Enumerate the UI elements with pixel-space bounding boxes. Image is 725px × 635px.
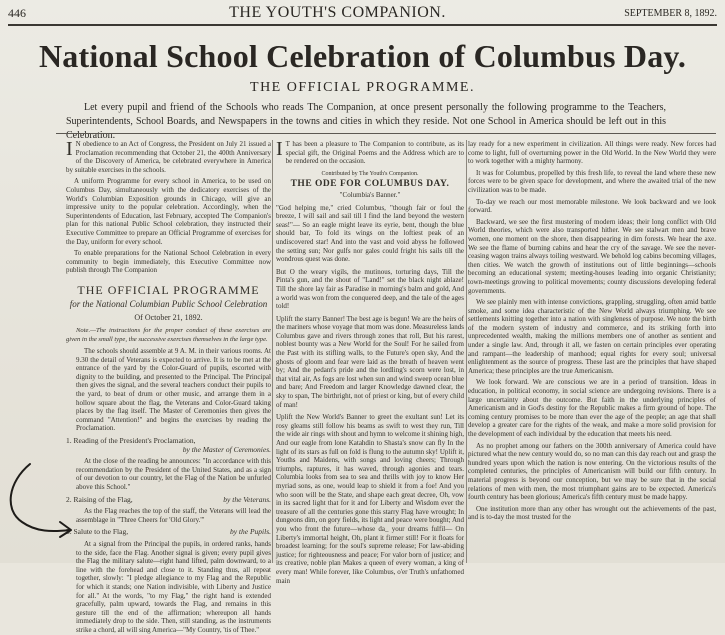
- header-rule: [8, 24, 717, 26]
- section-text: At a signal from the Principal the pupils, in ordered ranks, hands to the side, face the Flag. Another signal is given; every pupil gives the Flag the military salute—right hand lifted, palm downward, to a line with the forehead and close to it. Standing thus, all repeat together, slowly: "I pledge allegiance to my Flag and the Republic for which it stands; one Nation indivisible, with Liberty and Justice for all." At the words, "to my Flag," the right hand is extended gracefully, palm upward, towards the Flag, and remains in this gesture till the end of the affirmation; whereupon all hands immediately drop to the side. Then, still standing, as the instruments strike a chord, all will sing America—"My Country, 'tis of Thee.": [76, 539, 271, 634]
- page-number: 446: [8, 5, 26, 20]
- col3-paragraph: We see plainly men with intense convictions, grappling, struggling, often amid battle smoke, and some idea characteristic of the New World always triumphing. We see settlements knitting together into a nation with singleness of purpose. We note the birth of the modern system of industry and commerce, and its striking forth into unprecedented wealth, making the millions members one of another as sentient and under a single law. And, through it all, we fasten on certain principles ever operating and rampant—the leadership of manhood; equal rights for every soul; universal enlightenment as the source of progress. These last are the principles that have shaped America; these principles are the true Americanism.: [468, 298, 716, 375]
- col3-paragraph: As no prophet among our fathers on the 300th anniversary of America could have pictured what the new century would do, so no man can this day reach out and grasp the hundred years upon which the nation is now entering. On the victorious results of the completed centuries, the principles of Americanism will build our fifth century. In material progress is beyond our conception, but we may be sure that in the social relations of men with men, the most triumphant gains are to be expected. America's fourth century has been glorious; America's fifth century must be made happy.: [468, 441, 716, 502]
- programme-subheading: for the National Columbian Public School Celebration: [69, 298, 268, 309]
- running-head: [8, 2, 717, 24]
- intro-rule: [56, 133, 716, 134]
- section-text: At the close of the reading he announces: "In accordance with this recommendation by the President of the United States, and as a sign of our devotion to our country, let the Flag of the Nation be unfurled above this School.": [76, 457, 271, 491]
- newspaper-name: THE YOUTH'S COMPANION.: [229, 4, 446, 21]
- section-byline: by the Pupils.: [229, 527, 271, 537]
- section-title: 1. Reading of the President's Proclamation,: [66, 436, 196, 446]
- annotation-arrow-icon: [0, 460, 90, 563]
- ode-stanza: Uplift the New World's Banner to greet the exultant sun! Let its rosy gleams still follow his beams as swift to west they run, Till the wide air rings with shout and hymn to welcome it shining high, And our eagle from lone Katahdin to Shasta's snow can fly In the light of its stars as full on fold is flung to the autumn sky! Uplift it, Youths and Maidens, with songs and loving cheers; Through triumphs, raptures, it has waved, through agonies and tears. Columbia looks from sea to sea and thrills with joy to know Her myriad sons, as one, would leap to shield it from a foe! And you who soon will be the State, and shape each great decree, Oh, vow in its sacred light that for it and for Liberty and Wisdom ever the treasure of all the centuries gone this starry Flag have wrought; In dungeons dim, on gory fields, its light and peace were bought; And you who front the future—whose da_ your dreams fulfil— On Liberty's immortal height, Oh, plant it firmer still! For it floats for broadest learning; for the soul's supreme release; For law-abiding justice; for righteousness and peace; For valor born of justice; and its creative, noble plan Makes a queen of every woman, a king of every man! While forever, like Columbus, o'er Truth's unfathomed main: [276, 413, 464, 585]
- ode-stanza: Uplift the starry Banner! The best age is begun! We are the heirs of the mariners whose voyage that morn was done. Measureless lands Columbus gave and rivers through zones that roll, But his rarest, noblest bounty was a New World for the Soul! For he sailed from the Past with its stifling walls, to the Future's open sky, And the ghosts of gloom and fear were laid as the breath of heaven went by; And the pedant's pride and the lordling's scorn were lost, in that vital air, As fogs are lost when sun and wind sweep ocean blue and bare; And Freedom and larger Knowledge dawned clear, the sky to span, The birthright, not of priest or king, but of every child of man!: [276, 314, 464, 409]
- col2-paragraph: [276, 140, 464, 166]
- col2-p1-text: T has been a pleasure to The Companion to contribute, as its special gift, the Original Poems and the Address which are to be rendered on the occasion.: [285, 140, 464, 166]
- ode-title: THE ODE FOR COLUMBUS DAY.: [290, 179, 450, 190]
- col3-paragraph: We look forward. We are conscious we are in a period of transition. Ideas in education, in political economy, in social science are undergoing revisions. There is a large uncertainty about the outcome. But faith in the underlying principles of Americanism and in God's destiny for the Republic makes a firm ground of hope. The coming century promises to be more than ever the age of the people; an age that shall develop a greater care for the rights of the weak, and make a more solid provision for the development of each individual by the education that meets his need.: [468, 378, 716, 438]
- page-subtitle: THE OFFICIAL PROGRAMME.: [250, 80, 475, 95]
- ode-subtitle: "Columbia's Banner.": [339, 190, 401, 199]
- column-rule: [466, 140, 467, 563]
- col3-paragraph: It was for Columbus, propelled by this fresh life, to reveal the land where these new forces were to be given space for development, and where the awaited trial of the new civilization was to be made.: [468, 168, 716, 194]
- drop-cap: I: [276, 138, 283, 160]
- col3-paragraph: One institution more than any other has wrought out the achievements of the past, and is to-day the most trusted for the: [468, 504, 716, 522]
- col1-paragraph: A uniform Programme for every school in America, to be used on Columbus Day, simultaneously with the dedicatory exercises of the World's Columbian Exposition grounds in Chicago, will give an impressive unity to the popular celebration. Accordingly, when the Superintendents of Education, last February, accepted The Companion's plan for this national Public School celebration, they instructed their Executive Committee to prepare an Official Programme of exercises for the Day, uniform for every school.: [66, 177, 271, 246]
- drop-cap: I: [66, 138, 73, 160]
- section-title: 3. Salute to the Flag,: [66, 527, 129, 537]
- ode-stanza: But O the weary vigils, the mutinous, torturing days, Till the Pinta's gun, and the shout of "Land!" set the black night ablaze! Till the shore lay fair as Paradise in morning's balm and gold, And a world was won from the conquered deep, and the tale of the ages told!: [276, 267, 464, 311]
- section-byline: by the Veterans.: [223, 494, 271, 504]
- section-text: As the Flag reaches the top of the staff, the Veterans will lead the assemblage in "Three Cheers for 'Old Glory.'": [76, 507, 271, 524]
- col1-paragraph: To enable preparations for the National School Celebration in every community to begin immediately, this Executive Committee now publish through The Companion: [66, 249, 271, 275]
- section-heading: [66, 496, 271, 505]
- col3-paragraph: lay ready for a new experiment in civilization. All things were ready. New forces had come to light, full of overturning power in the Old World. In the New World they were to work together with a mighty harmony.: [468, 140, 716, 166]
- contributed-line: Contributed by The Youth's Companion.: [321, 170, 419, 177]
- section-heading: [66, 528, 271, 537]
- programme-date: Of October 21, 1892.: [134, 312, 203, 322]
- column-2: [276, 138, 464, 585]
- programme-heading: THE OFFICIAL PROGRAMME: [77, 282, 260, 297]
- col1-paragraph: [66, 140, 271, 174]
- column-1: [66, 138, 271, 634]
- col1-paragraph: The schools should assemble at 9 A. M. in their various rooms. At 9.30 the detail of Veterans is expected to arrive. It is to be met at the entrance of the yard by the Color-Guard of pupils, escorted with dignity to the building, and presented to the Principal. The Principal then gives the signal, and the several teachers conduct their pupils to the yard, to beat of drum or other music, and arrange them in a hollow square about the flag, the Veterans and Color-Guard taking places by the flag itself. The Master of Ceremonies then gives the command "Attention!" and begins the exercises by reading the Proclamation.: [76, 347, 271, 433]
- col1-p1-text: N obedience to an Act of Congress, the President on July 21 issued a Proclamation recommending that October 21, the 400th Anniversary of the Discovery of America, be celebrated everywhere in America by suitable exercises in the schools.: [66, 140, 271, 174]
- issue-date: SEPTEMBER 8, 1892.: [624, 7, 717, 19]
- page-title: National School Celebration of Columbus Day.: [38, 38, 687, 74]
- programme-note: Note.—The instructions for the proper conduct of these exercises are given in the small type, the successive exercises themselves in the large type.: [66, 326, 271, 343]
- col3-paragraph: To-day we reach our most memorable milestone. We look backward and we look forward.: [468, 197, 716, 215]
- intro-paragraph: Let every pupil and friend of the Schools who reads The Companion, at once present personally the following programme to the Teachers, Superintendents, School Boards, and Newspapers in the towns and cities in which they reside. Not one School in America should be left out in this Celebration.: [66, 102, 666, 141]
- section-title: 2. Raising of the Flag,: [66, 494, 133, 504]
- section-heading: [66, 437, 271, 454]
- column-3: [468, 140, 716, 563]
- section-byline: by the Master of Ceremonies.: [182, 444, 271, 454]
- column-rule: [272, 140, 273, 563]
- ode-stanza: "God helping me," cried Columbus, "though fair or foul the breeze, I will sail and sail till I find the land beyond the western seas!"— So an eagle might leave its eyrie, bent, though the blue should bar, To fold its wings on the loftiest peak of an undiscovered star! And into the vast and void abyss he followed the setting sun; Nor gulfs nor gales could fright his sails till the wondrous quest was done.: [276, 203, 464, 264]
- col3-paragraph: Backward, we see the first mustering of modern ideas; their long conflict with Old World theories, which were also transported hither. We see stalwart men and brave women, one moment on the shore, then disappearing in dim forests. We hear the axe. We see the flame of burning cabins and hear the cry of the savage. We see the never-ceasing wagon trains always toiling westward. We behold log cabins becoming villages, then cities. We watch the growth of institutions out of little beginnings—schools becoming an educational system; meeting-houses leading into organic Christianity; town-meetings growing to political movements; county discussions developing federal governments.: [468, 217, 716, 295]
